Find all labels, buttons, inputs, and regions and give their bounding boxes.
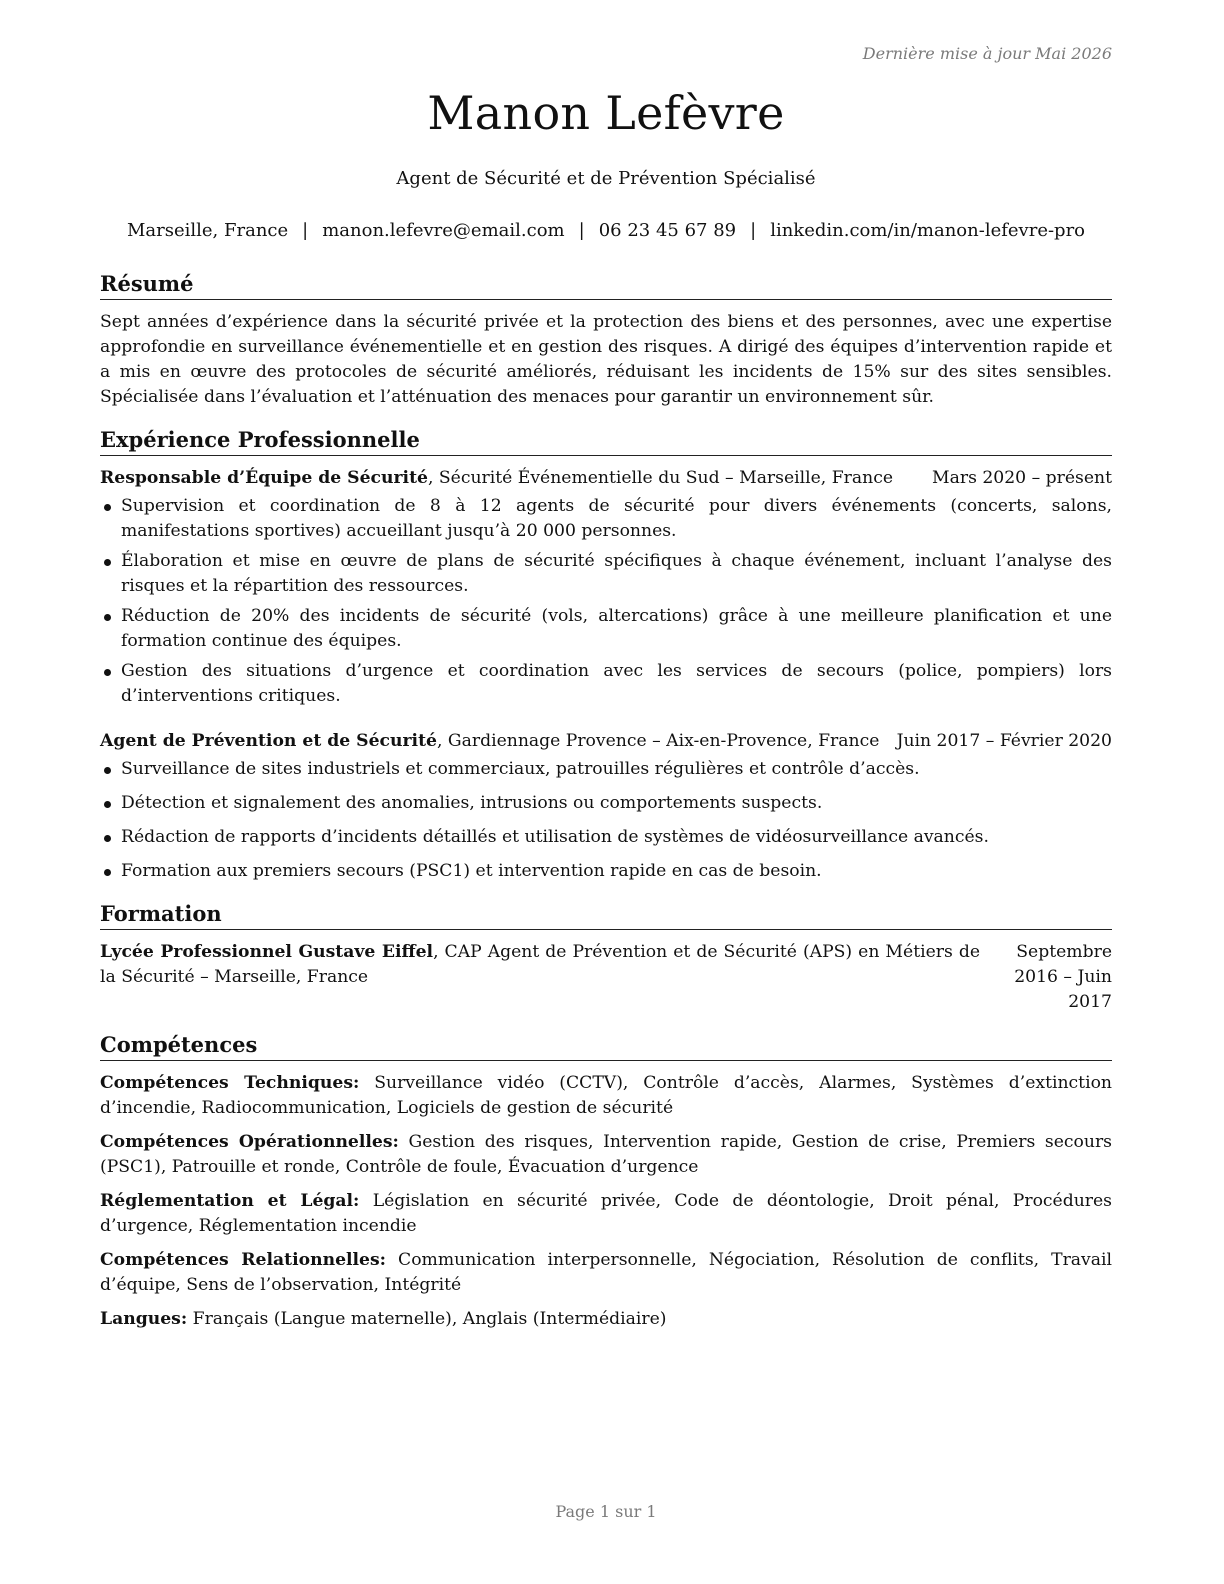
contact-separator: | xyxy=(302,220,309,241)
job-title: Agent de Sécurité et de Prévention Spécialisé xyxy=(396,168,816,189)
contact-linkedin: linkedin.com/in/manon-lefevre-pro xyxy=(770,220,1086,241)
section-heading: Compétences xyxy=(100,1031,1112,1061)
education-section xyxy=(100,900,1112,1015)
skill-list: Surveillance vidéo (CCTV), Contrôle d’accès, Alarmes, Systèmes d’extinction d’incendie, Radiocommunication, Logiciels de gestion de sécurité xyxy=(100,1073,1112,1118)
skill-row xyxy=(100,1248,1112,1298)
candidate-name: Manon Lefèvre xyxy=(427,86,785,140)
contact-phone: 06 23 45 67 89 xyxy=(598,220,737,241)
skill-list: Gestion des risques, Intervention rapide, Gestion de crise, Premiers secours (PSC1), Patrouille et ronde, Contrôle de foule, Évacuation d’urgence xyxy=(100,1132,1112,1177)
job-employer: , Gardiennage Provence – Aix-en-Provence, France xyxy=(436,731,880,751)
education-entry xyxy=(100,940,1112,1015)
job-role xyxy=(100,729,879,754)
job-bullets xyxy=(100,494,1112,709)
job-employer: , Sécurité Événementielle du Sud – Marseille, France xyxy=(427,468,893,488)
skill-row xyxy=(100,1307,1112,1332)
job-entry xyxy=(100,729,1112,884)
skill-label: Compétences Techniques: xyxy=(100,1073,360,1093)
section-heading: Résumé xyxy=(100,270,1112,300)
list-item: Rédaction de rapports d’incidents détaillés et utilisation de systèmes de vidéosurveillance avancés. xyxy=(100,825,1112,850)
job-role xyxy=(100,466,893,491)
education-degree: , CAP Agent de Prévention et de Sécurité (APS) en Métiers de la Sécurité – Marseille, France xyxy=(100,942,981,987)
section-heading: Expérience Professionnelle xyxy=(100,426,1112,456)
resume-content xyxy=(100,270,1112,1348)
skill-row xyxy=(100,1189,1112,1239)
list-item: Formation aux premiers secours (PSC1) et intervention rapide en cas de besoin. xyxy=(100,859,1112,884)
skill-list: Français (Langue maternelle), Anglais (Intermédiaire) xyxy=(187,1309,667,1329)
job-bullets xyxy=(100,757,1112,884)
contact-location: Marseille, France xyxy=(126,220,289,241)
page-number: Page 1 sur 1 xyxy=(555,1502,657,1521)
skill-row xyxy=(100,1130,1112,1180)
list-item: Gestion des situations d’urgence et coordination avec les services de secours (police, pompiers) lors d’interventions critiques. xyxy=(100,659,1112,709)
list-item: Surveillance de sites industriels et commerciaux, patrouilles régulières et contrôle d’accès. xyxy=(100,757,1112,782)
resume-page xyxy=(100,0,1112,1584)
contact-email: manon.lefevre@email.com xyxy=(322,220,565,241)
last-update: Dernière mise à jour Mai 2026 xyxy=(862,44,1112,63)
summary-section xyxy=(100,270,1112,410)
education-school: Lycée Professionnel Gustave Eiffel xyxy=(100,942,434,962)
education-detail xyxy=(100,940,980,1015)
job-role-title: Agent de Prévention et de Sécurité xyxy=(100,731,437,751)
contact-separator: | xyxy=(750,220,757,241)
skill-label: Langues: xyxy=(100,1309,188,1329)
skill-row xyxy=(100,1071,1112,1121)
job-dates: Juin 2017 – Février 2020 xyxy=(896,731,1112,751)
list-item: Supervision et coordination de 8 à 12 agents de sécurité pour divers événements (concerts, salons, manifestations sportives) accueillant jusqu’à 20 000 personnes. xyxy=(100,494,1112,544)
list-item: Détection et signalement des anomalies, intrusions ou comportements suspects. xyxy=(100,791,1112,816)
education-dates: Septembre 2016 – Juin 2017 xyxy=(1014,942,1112,1012)
job-role-title: Responsable d’Équipe de Sécurité xyxy=(100,468,428,488)
job-entry xyxy=(100,466,1112,709)
job-header xyxy=(100,729,1112,754)
summary-text: Sept années d’expérience dans la sécurité privée et la protection des biens et des personnes, avec une expertise approfondie en surveillance événementielle et en gestion des risques. A dirigé des équipes d’intervention rapide et a mis en œuvre des protocoles de sécurité améliorés, réduisant les incidents de 15% sur des sites sensibles. Spécialisée dans l’évaluation et l’atténuation des menaces pour garantir un environnement sûr. xyxy=(100,312,1112,407)
skill-label: Compétences Opérationnelles: xyxy=(100,1132,399,1152)
contact-separator: | xyxy=(578,220,585,241)
skill-list: Législation en sécurité privée, Code de déontologie, Droit pénal, Procédures d’urgence, Réglementation incendie xyxy=(100,1191,1112,1236)
list-item: Élaboration et mise en œuvre de plans de sécurité spécifiques à chaque événement, incluant l’analyse des risques et la répartition des ressources. xyxy=(100,549,1112,599)
job-dates: Mars 2020 – présent xyxy=(932,468,1112,488)
contact-line xyxy=(100,220,1112,241)
skills-section xyxy=(100,1031,1112,1332)
skill-label: Réglementation et Légal: xyxy=(100,1191,360,1211)
section-heading: Formation xyxy=(100,900,1112,930)
job-header xyxy=(100,466,1112,491)
skill-label: Compétences Relationnelles: xyxy=(100,1250,387,1270)
skill-list: Communication interpersonnelle, Négociation, Résolution de conflits, Travail d’équipe, Sens de l’observation, Intégrité xyxy=(100,1250,1112,1295)
list-item: Réduction de 20% des incidents de sécurité (vols, altercations) grâce à une meilleure planification et une formation continue des équipes. xyxy=(100,604,1112,654)
experience-section xyxy=(100,426,1112,884)
